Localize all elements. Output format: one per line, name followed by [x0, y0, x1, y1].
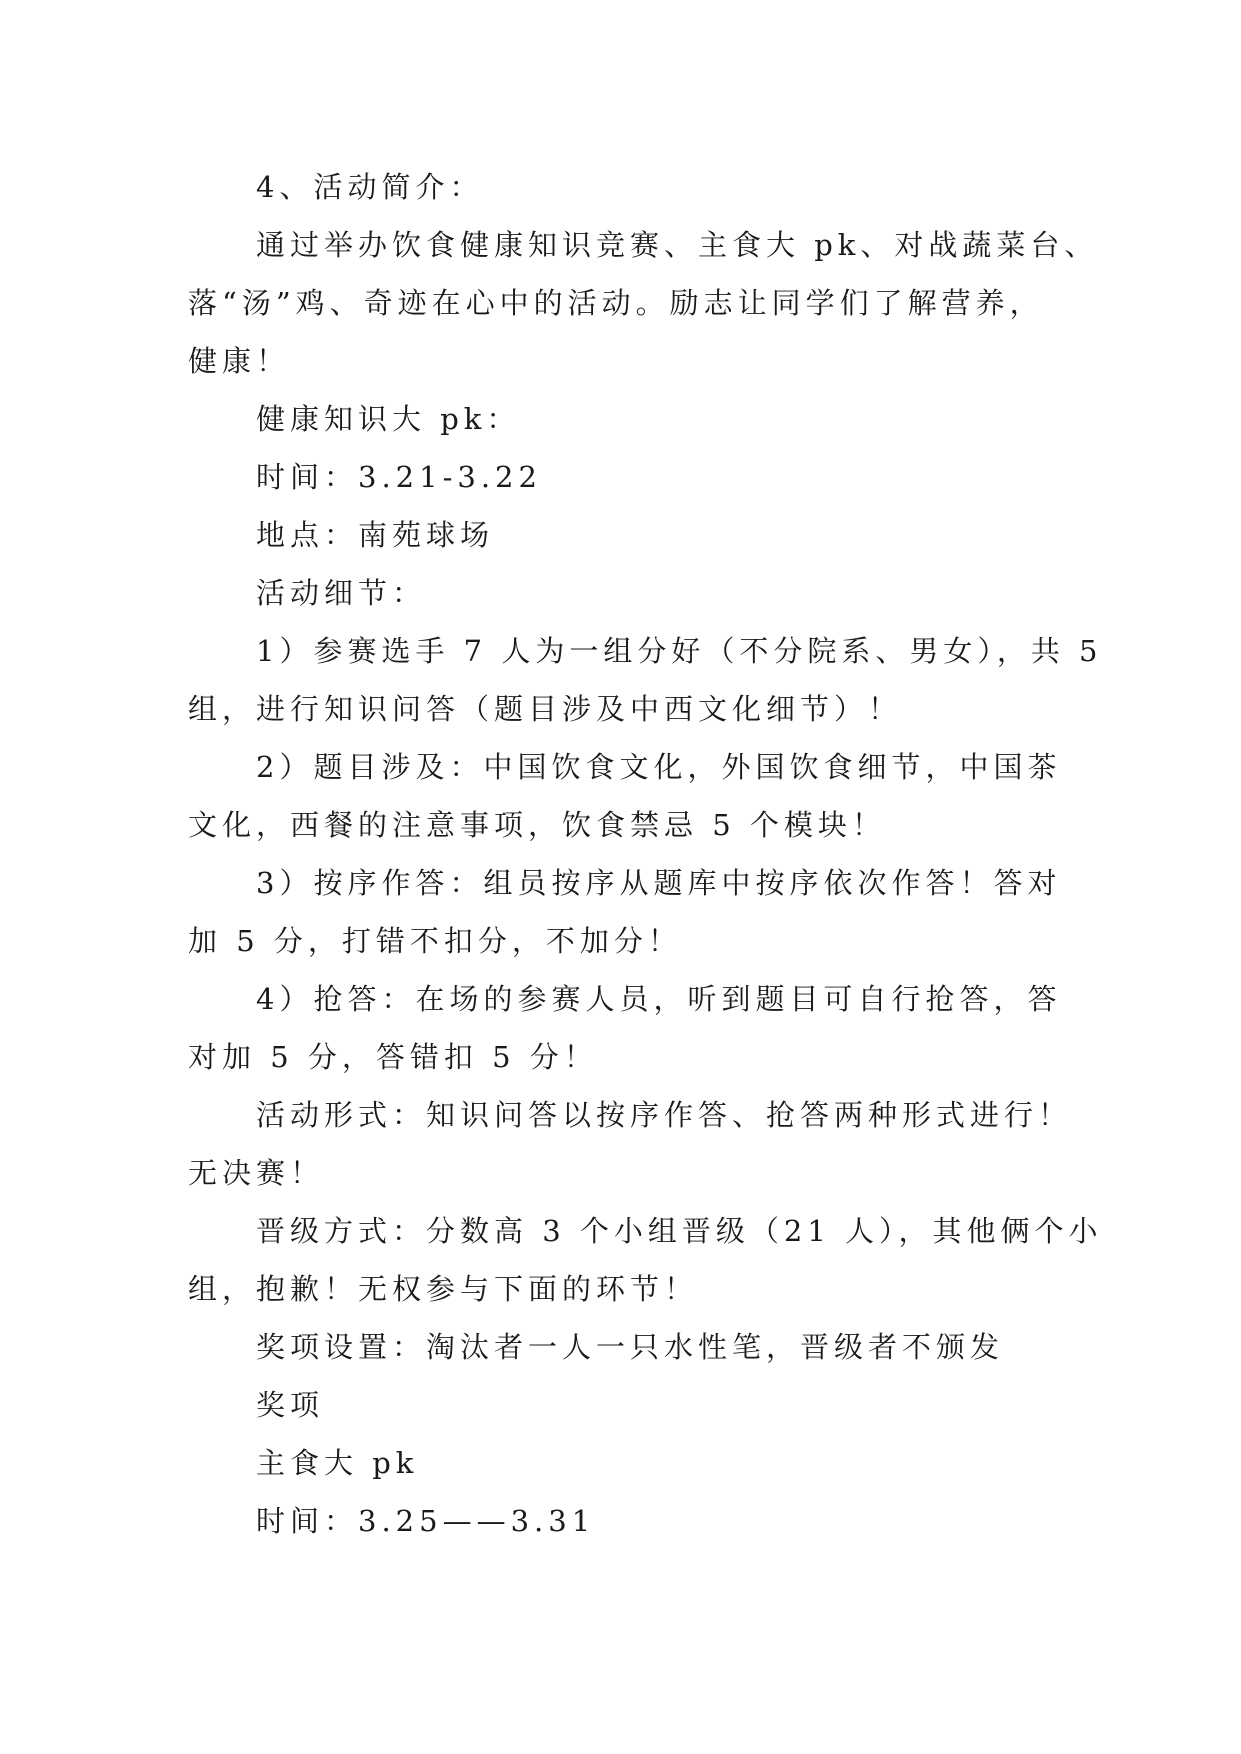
paragraph-line: 晋级方式：分数高 3 个小组晋级（21 人），其他俩个小	[256, 1214, 1103, 1248]
list-item-line: 1）参赛选手 7 人为一组分好（不分院系、男女），共 5	[256, 634, 1103, 668]
list-item-line: 文化，西餐的注意事项，饮食禁忌 5 个模块！	[188, 808, 886, 842]
time-line: 时间：3.25——3.31	[256, 1504, 596, 1538]
list-item-line: 加 5 分，打错不扣分，不加分！	[188, 924, 682, 958]
list-item-line: 3）按序作答：组员按序从题库中按序依次作答！答对	[256, 866, 1062, 900]
paragraph-line: 活动形式：知识问答以按序作答、抢答两种形式进行！	[256, 1098, 1073, 1132]
details-heading: 活动细节：	[256, 576, 427, 610]
paragraph-line: 通过举办饮食健康知识竞赛、主食大 pk、对战蔬菜台、	[256, 228, 1099, 262]
paragraph-line: 无决赛！	[188, 1156, 325, 1190]
document-body	[188, 158, 1103, 1550]
paragraph-line: 组，抱歉！无权参与下面的环节！	[188, 1272, 699, 1306]
list-item-line: 组，进行知识问答（题目涉及中西文化细节）！	[188, 692, 903, 726]
list-item-line: 2）题目涉及：中国饮食文化，外国饮食细节，中国茶	[256, 750, 1062, 784]
subsection-heading: 健康知识大 pk：	[256, 402, 521, 436]
time-line: 时间：3.21-3.22	[256, 460, 542, 494]
subsection-heading: 主食大 pk	[256, 1446, 419, 1480]
paragraph-line: 落“汤”鸡、奇迹在心中的活动。励志让同学们了解营养，	[188, 286, 1044, 320]
list-item-line: 4）抢答：在场的参赛人员，听到题目可自行抢答，答	[256, 982, 1062, 1016]
list-item-line: 对加 5 分，答错扣 5 分！	[188, 1040, 598, 1074]
paragraph-line: 奖项设置：淘汰者一人一只水性笔，晋级者不颁发	[256, 1330, 1005, 1364]
location-line: 地点：南苑球场	[256, 518, 495, 552]
paragraph-line: 奖项	[256, 1388, 325, 1422]
section-heading: 4、活动简介：	[256, 170, 484, 204]
paragraph-line: 健康！	[188, 344, 291, 378]
